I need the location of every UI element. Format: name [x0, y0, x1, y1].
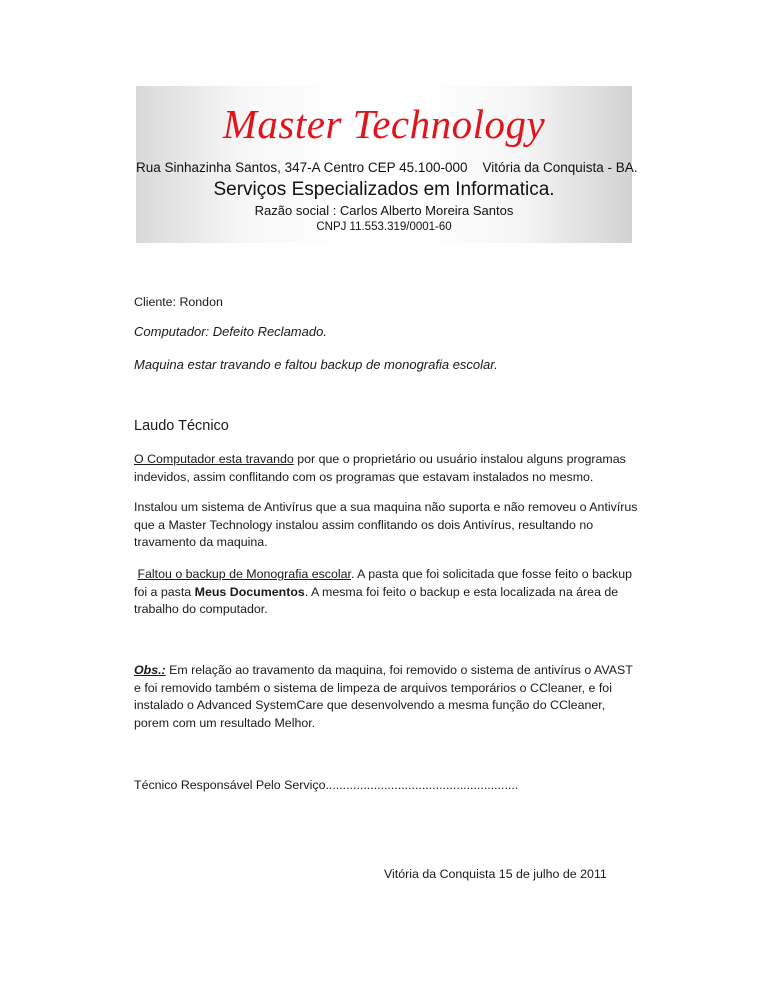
client-line: Cliente: Rondon: [134, 295, 223, 309]
paragraph-2: Instalou um sistema de Antivírus que a sua maquina não suporta e não removeu o Antivírus que a Master Technology instalou assim conflitando os dois Antivírus, resultando no travamento da maquina.: [134, 500, 638, 549]
observation-label: Obs.:: [134, 663, 166, 677]
paragraph-1-rest: por que o proprietário ou usuário instalou alguns programas indevidos, assim conflitando com os programas que estavam instalados no mesmo.: [134, 452, 626, 484]
paragraph-3-lead: Faltou o backup de Monografia escolar: [137, 567, 351, 581]
paragraph-1-lead: O Computador esta travando: [134, 452, 294, 466]
company-address: Rua Sinhazinha Santos, 347-A Centro CEP 45.100-000 Vitória da Conquista - BA.: [136, 160, 638, 175]
paragraph-1: [134, 451, 638, 486]
report-heading: Laudo Técnico: [134, 418, 229, 434]
company-services: Serviços Especializados em Informatica.: [213, 179, 555, 200]
observation-text: Em relação ao travamento da maquina, foi removido o sistema de antivírus o AVAST e foi removido também o sistema de limpeza de arquivos temporários o CCleaner, e foi instalado o Advanced SystemCare que desenvolvendo a mesma função do CCleaner, porem com um resultado Melhor.: [134, 663, 633, 730]
paragraph-3-bold: Meus Documentos: [194, 584, 305, 599]
computer-line: Computador: Defeito Reclamado.: [134, 324, 327, 339]
cnpj: CNPJ 11.553.319/0001-60: [316, 221, 452, 233]
date-line: Vitória da Conquista 15 de julho de 2011: [384, 867, 607, 881]
paragraph-3: [134, 566, 638, 619]
technician-signature-line: Técnico Responsável Pelo Serviço........................................................: [134, 778, 519, 792]
paragraph-3-rest: . A mesma foi feito o backup e esta localizada na área de trabalho do computador.: [134, 584, 619, 616]
razao-social: Razão social : Carlos Alberto Moreira Santos: [254, 203, 514, 218]
observation: [134, 662, 638, 732]
letterhead: [136, 86, 638, 243]
company-name: Master Technology: [222, 101, 546, 147]
paragraph-3-middle: . A pasta que foi solicitada que fosse feito o backup foi a pasta: [134, 567, 633, 599]
reported-defect: Maquina estar travando e faltou backup de monografia escolar.: [134, 357, 498, 372]
